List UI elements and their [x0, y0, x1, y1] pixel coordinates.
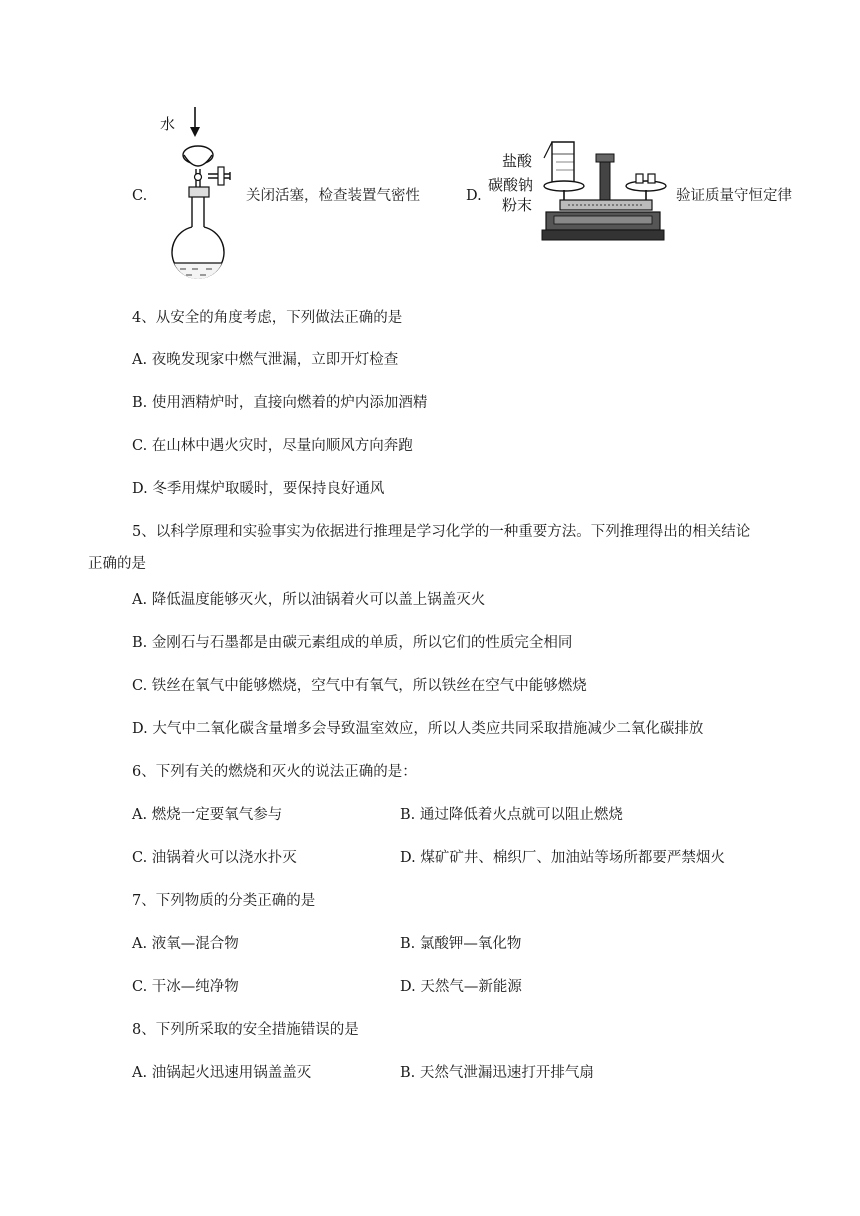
balance-figure — [536, 136, 670, 246]
q7-option-c: C. 干冰—纯净物 — [132, 979, 239, 995]
q6-option-c: C. 油锅着火可以浇水扑灭 — [132, 850, 297, 866]
q7-option-d: D. 天然气—新能源 — [400, 979, 522, 995]
q5-option-c: C. 铁丝在氧气中能够燃烧，空气中有氧气，所以铁丝在空气中能够燃烧 — [132, 678, 587, 694]
q5-stem-line2: 正确的是 — [88, 556, 146, 572]
q4-option-c: C. 在山林中遇火灾时，尽量向顺风方向奔跑 — [132, 438, 413, 454]
q6-option-a: A. 燃烧一定要氧气参与 — [132, 807, 283, 823]
q4-option-a: A. 夜晚发现家中燃气泄漏，立即开灯检查 — [132, 352, 399, 368]
q5-option-d: D. 大气中二氧化碳含量增多会导致温室效应，所以人类应共同采取措施减少二氧化碳排放 — [132, 721, 704, 737]
q8-option-a: A. 油锅起火迅速用锅盖盖灭 — [132, 1065, 312, 1081]
option-d-label: D. — [466, 188, 482, 204]
q8-stem: 8、下列所采取的安全措施错误的是 — [132, 1022, 359, 1038]
q6-stem: 6、下列有关的燃烧和灭火的说法正确的是： — [132, 764, 417, 780]
q5-option-a: A. 降低温度能够灭火，所以油锅着火可以盖上锅盖灭火 — [132, 592, 486, 608]
q6-option-d: D. 煤矿矿井、棉织厂、加油站等场所都要严禁烟火 — [400, 850, 725, 866]
q4-stem: 4、从安全的角度考虑，下列做法正确的是 — [132, 310, 403, 326]
figure-c-caption: 关闭活塞，检查装置气密性 — [246, 188, 420, 204]
q7-option-b: B. 氯酸钾—氧化物 — [400, 936, 522, 952]
q4-option-d: D. 冬季用煤炉取暖时，要保持良好通风 — [132, 481, 385, 497]
powder-label: 粉末 — [502, 196, 533, 214]
q4-option-b: B. 使用酒精炉时，直接向燃着的炉内添加酒精 — [132, 395, 428, 411]
q7-option-a: A. 液氧—混合物 — [132, 936, 239, 952]
sodium-carbonate-label: 碳酸钠 — [488, 176, 534, 194]
hydrochloric-acid-label: 盐酸 — [502, 152, 533, 170]
water-label: 水 — [160, 115, 176, 133]
q6-option-b: B. 通过降低着火点就可以阻止燃烧 — [400, 807, 623, 823]
flask-apparatus-figure — [160, 105, 250, 287]
figure-d-caption: 验证质量守恒定律 — [676, 188, 792, 204]
q7-stem: 7、下列物质的分类正确的是 — [132, 893, 316, 909]
q8-option-b: B. 天然气泄漏迅速打开排气扇 — [400, 1065, 594, 1081]
option-c-label: C. — [132, 188, 148, 204]
q5-option-b: B. 金刚石与石墨都是由碳元素组成的单质，所以它们的性质完全相同 — [132, 635, 573, 651]
q5-stem-line1: 5、以科学原理和实验事实为依据进行推理是学习化学的一种重要方法。下列推理得出的相关结论 — [132, 524, 751, 540]
